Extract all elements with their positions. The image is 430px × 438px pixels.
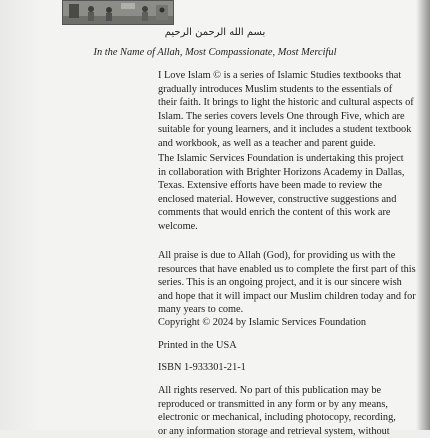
text-line: and workbook, as well as a teacher and parent guide. [158,137,376,149]
text-line: electronic or mechanical, including photocopy, recording, [158,412,396,424]
praise-paragraph [158,249,418,317]
text-line: The Islamic Services Foundation is undertaking this project [158,153,404,164]
text-line: resources that have enabled us to complete the first part of this [158,263,416,275]
bismillah-translation: In the Name of Allah, Most Compassionate, Most Merciful [93,47,337,58]
text-line: or any information storage and retrieval system, without [158,425,390,437]
text-line: Texas. Extensive efforts have been made to review the [158,180,383,192]
text-line: All rights reserved. No part of this publication may be [158,385,382,396]
text-line: reproduced or transmitted in any form or by any means, [158,398,388,410]
bismillah-heading: بسم الله الرحمن الرحيم [164,27,266,38]
text-line: Islam. The series covers levels One through Five, which are [158,110,405,122]
text-line: enclosed material. However, constructive suggestions and [158,193,397,205]
text-line: in collaboration with Brighter Horizons Academy in Dallas, [158,166,405,178]
illustration-image [62,0,174,25]
text-line: many years to come. [158,304,244,316]
foundation-paragraph [158,152,418,234]
isbn-line: ISBN 1-933301-21-1 [158,362,246,373]
text-line: comments that would enrich the content of this work are [158,207,391,219]
text-line: welcome. [158,220,198,232]
text-line: and hope that it will impact our Muslim children today and for [158,290,416,302]
page-edge-shadow [416,0,430,430]
text-line: series. This is an ongoing project, and it is our sincere wish [158,277,402,289]
text-line: gradually introduces Muslim students to the essentials of [158,83,393,95]
text-line: their faith. It brings to light the historic and cultural aspects of [158,97,414,109]
intro-paragraph [158,69,418,151]
copyright-line: Copyright © 2024 by Islamic Services Foundation [158,317,367,328]
printed-line: Printed in the USA [158,340,237,351]
text-line: I Love Islam © is a series of Islamic Studies textbooks that [158,70,402,81]
text-line: suitable for young learners, and it includes a student textbook [158,124,412,136]
text-line: All praise is due to Allah (God), for providing us with the [158,250,396,261]
